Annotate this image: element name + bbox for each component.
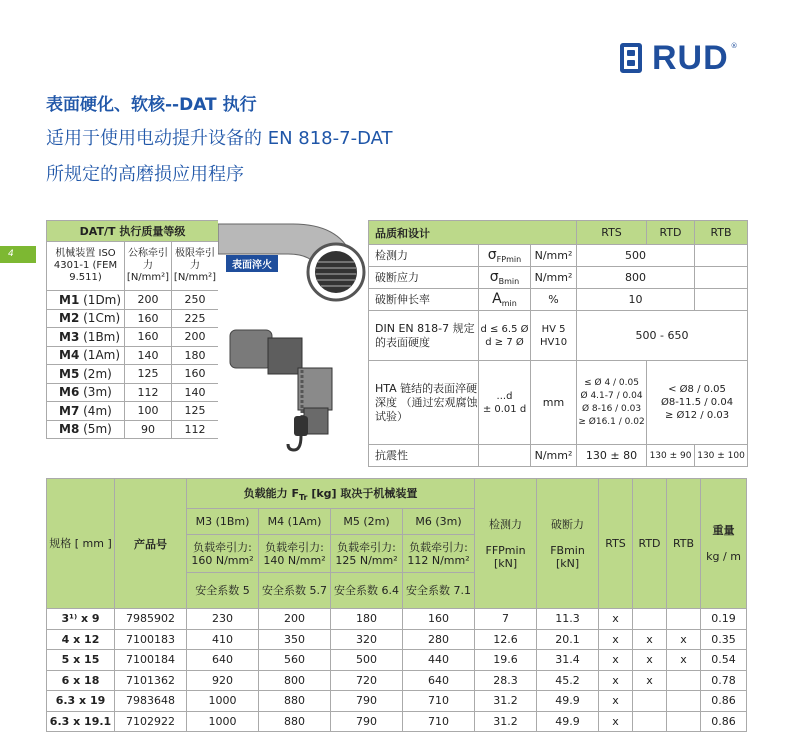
table-row <box>47 691 747 712</box>
quality-label: 抗震性 <box>369 445 479 467</box>
hoist-body <box>298 368 332 410</box>
spec-cell-w: 0.19 <box>701 609 747 630</box>
spec-cell-m3: 230 <box>187 609 259 630</box>
spec-header-load: 负载能力 $F_{Tr}$ [kg] 取决于机械装置 <box>187 479 475 509</box>
spec-cell-m4: 350 <box>259 629 331 650</box>
grade-limit: 250 <box>172 291 219 310</box>
grade-nominal: 160 <box>125 328 172 347</box>
spec-cell-m4: 880 <box>259 711 331 732</box>
grade-nominal: 160 <box>125 309 172 328</box>
grade-limit: 180 <box>172 346 219 365</box>
spec-pull: 负载牵引力: 125 N/mm² <box>331 535 403 573</box>
grade-row <box>47 291 219 310</box>
spec-cell-m6: 640 <box>403 670 475 691</box>
quality-label: HTA 链结的表面淬硬深度 （通过宏观腐蚀试验） <box>369 361 479 445</box>
quality-symbol: A <box>492 290 502 307</box>
grade-fem: (5m) <box>83 422 112 437</box>
quality-unit: N/mm² <box>531 445 577 467</box>
shock-rtd: 130 ± 90 <box>647 445 695 467</box>
quality-unit: N/mm² <box>531 245 577 267</box>
hook <box>288 436 301 450</box>
spec-safety: 安全系数 7.1 <box>403 573 475 609</box>
spec-header-size: 规格 [ mm ] <box>47 479 115 609</box>
quality-row-hardness <box>369 311 748 361</box>
quality-unit: HV 5 <box>541 323 566 335</box>
spec-cell-m4: 560 <box>259 650 331 671</box>
spec-cell-test: 7 <box>475 609 537 630</box>
quality-header-rtd: RTD <box>647 221 695 245</box>
spec-mech: M5 (2m) <box>331 509 403 535</box>
spec-cell-rtd <box>633 691 667 712</box>
spec-header-rts: RTS <box>599 479 633 609</box>
spec-cell-m3: 920 <box>187 670 259 691</box>
spec-safety: 安全系数 6.4 <box>331 573 403 609</box>
spec-header-weight-label: 重量 <box>712 524 735 537</box>
quality-symbol: σ <box>487 246 497 263</box>
grade-row <box>47 383 219 402</box>
spec-cell-part: 7102922 <box>115 711 187 732</box>
spec-cell-size: 3¹⁾ x 9 <box>47 609 115 630</box>
spec-cell-m5: 790 <box>331 711 403 732</box>
grade-m: M5 <box>59 366 80 381</box>
table-row <box>47 629 747 650</box>
quality-symbol-sub: min <box>501 299 517 309</box>
quality-unit: N/mm² <box>531 267 577 289</box>
quality-cond: d ≥ 7 Ø <box>485 336 524 348</box>
spec-cell-brk: 45.2 <box>537 670 599 691</box>
grade-header-mech: 机械装置 ISO 4301-1 (FEM 9.511) <box>47 242 125 291</box>
spec-cell-rts: x <box>599 650 633 671</box>
depth-rts-line: ≥ Ø16.1 / 0.02 <box>578 416 645 427</box>
spec-cell-m3: 1000 <box>187 711 259 732</box>
spec-cell-m6: 280 <box>403 629 475 650</box>
spec-header-rtb: RTB <box>667 479 701 609</box>
spec-cell-rts: x <box>599 691 633 712</box>
quality-cond: ± 0.01 d <box>482 403 527 415</box>
logo-text: RUD <box>652 39 729 77</box>
quality-symbol-sub: Bmin <box>498 277 520 287</box>
spec-cell-w: 0.54 <box>701 650 747 671</box>
hoist-chain-illustration <box>218 220 368 468</box>
hoist-motor <box>230 330 272 368</box>
rud-logo <box>620 40 738 76</box>
spec-cell-rts: x <box>599 670 633 691</box>
quality-label: 破断应力 <box>369 267 479 289</box>
grade-nominal: 90 <box>125 420 172 439</box>
grade-m: M7 <box>59 403 80 418</box>
spec-cell-m4: 800 <box>259 670 331 691</box>
grade-limit: 160 <box>172 365 219 384</box>
depth-rtd-line: Ø8-11.5 / 0.04 <box>660 397 734 408</box>
grade-nominal: 112 <box>125 383 172 402</box>
page-number-tab: 4 <box>0 246 36 263</box>
spec-cell-brk: 49.9 <box>537 711 599 732</box>
grade-limit: 140 <box>172 383 219 402</box>
spec-cell-test: 12.6 <box>475 629 537 650</box>
spec-cell-size: 6.3 x 19 <box>47 691 115 712</box>
spec-cell-w: 0.35 <box>701 629 747 650</box>
spec-cell-part: 7100183 <box>115 629 187 650</box>
spec-cell-m4: 880 <box>259 691 331 712</box>
spec-cell-m5: 180 <box>331 609 403 630</box>
quality-value: 10 <box>577 289 695 311</box>
quality-row-shock <box>369 445 748 467</box>
depth-rtd-line: < Ø8 / 0.05 <box>668 384 726 395</box>
quality-header-rts: RTS <box>577 221 647 245</box>
spec-mech: M6 (3m) <box>403 509 475 535</box>
depth-rts-line: Ø 4.1-7 / 0.04 <box>580 390 643 401</box>
logo-registered: ® <box>730 42 738 50</box>
spec-cell-rtd <box>633 609 667 630</box>
grade-limit: 225 <box>172 309 219 328</box>
spec-header-test-sym: FFPmin [kN] <box>485 543 526 570</box>
spec-cell-m6: 160 <box>403 609 475 630</box>
quality-label: DIN EN 818-7 规定的表面硬度 <box>369 311 479 361</box>
grade-row <box>47 309 219 328</box>
page-subtitle-line-2: 所规定的高磨损应用程序 <box>46 164 244 185</box>
spec-cell-size: 6 x 18 <box>47 670 115 691</box>
spec-header-break <box>537 479 599 609</box>
spec-cell-rtd: x <box>633 629 667 650</box>
spec-cell-w: 0.86 <box>701 711 747 732</box>
spec-cell-part: 7101362 <box>115 670 187 691</box>
grade-limit: 112 <box>172 420 219 439</box>
grade-row <box>47 420 219 439</box>
spec-header-test-label: 检测力 <box>489 517 523 531</box>
spec-cell-m5: 320 <box>331 629 403 650</box>
grade-header-nominal: 公称牵引力 [N/mm²] <box>125 242 172 291</box>
grade-m: M6 <box>59 385 80 400</box>
hook-block <box>294 416 308 436</box>
spec-cell-rtb: x <box>667 650 701 671</box>
grade-fem: (4m) <box>83 403 112 418</box>
grade-row <box>47 402 219 421</box>
rud-logo-mark-icon <box>620 43 642 73</box>
quality-value: 500 <box>577 245 695 267</box>
spec-cell-rts: x <box>599 609 633 630</box>
grade-m: M2 <box>59 311 80 326</box>
spec-header-break-sym: FBmin [kN] <box>550 543 585 570</box>
spec-safety: 安全系数 5 <box>187 573 259 609</box>
spec-cell-rtd: x <box>633 670 667 691</box>
spec-cell-m5: 720 <box>331 670 403 691</box>
spec-cell-part: 7100184 <box>115 650 187 671</box>
spec-cell-m6: 440 <box>403 650 475 671</box>
spec-cell-test: 19.6 <box>475 650 537 671</box>
spec-header-break-label: 破断力 <box>551 517 585 531</box>
spec-cell-size: 5 x 15 <box>47 650 115 671</box>
table-row <box>47 711 747 732</box>
spec-cell-test: 28.3 <box>475 670 537 691</box>
quality-cond: d ≤ 6.5 Ø <box>480 323 529 335</box>
quality-row-test-force <box>369 245 748 267</box>
depth-rts-line: Ø 8-16 / 0.03 <box>581 403 642 414</box>
spec-header-part: 产品号 <box>115 479 187 609</box>
grade-nominal: 200 <box>125 291 172 310</box>
depth-rts-line: ≤ Ø 4 / 0.05 <box>584 377 639 388</box>
spec-cell-m6: 710 <box>403 691 475 712</box>
quality-unit: % <box>531 289 577 311</box>
grade-fem: (1Cm) <box>83 311 121 326</box>
spec-mech: M4 (1Am) <box>259 509 331 535</box>
spec-header-test <box>475 479 537 609</box>
spec-safety: 安全系数 5.7 <box>259 573 331 609</box>
spec-cell-rts: x <box>599 711 633 732</box>
spec-cell-rtb <box>667 609 701 630</box>
chain-core <box>315 251 357 293</box>
photo-label: 表面淬火 <box>226 255 278 272</box>
spec-cell-rtb <box>667 691 701 712</box>
quality-row-depth <box>369 361 748 445</box>
quality-unit: HV10 <box>539 336 568 348</box>
grade-row <box>47 346 219 365</box>
quality-header: 品质和设计 <box>369 221 577 245</box>
page-title: 表面硬化、软核--DAT 执行 <box>46 95 257 115</box>
spec-cell-brk: 49.9 <box>537 691 599 712</box>
grade-fem: (3m) <box>83 385 112 400</box>
spec-pull: 负载牵引力: 160 N/mm² <box>187 535 259 573</box>
spec-cell-w: 0.78 <box>701 670 747 691</box>
spec-cell-test: 31.2 <box>475 691 537 712</box>
quality-value: 800 <box>577 267 695 289</box>
grade-m: M8 <box>59 422 80 437</box>
spec-cell-test: 31.2 <box>475 711 537 732</box>
spec-header-rtd: RTD <box>633 479 667 609</box>
spec-cell-rtb <box>667 711 701 732</box>
grade-m: M1 <box>59 292 80 307</box>
spec-cell-m5: 790 <box>331 691 403 712</box>
spec-pull: 负载牵引力: 112 N/mm² <box>403 535 475 573</box>
table-row <box>47 609 747 630</box>
spec-cell-part: 7985902 <box>115 609 187 630</box>
spec-cell-m4: 200 <box>259 609 331 630</box>
grade-table <box>46 220 219 439</box>
grade-m: M3 <box>59 329 80 344</box>
spec-cell-rtb: x <box>667 629 701 650</box>
grade-row <box>47 328 219 347</box>
spec-mech: M3 (1Bm) <box>187 509 259 535</box>
quality-header-rtb: RTB <box>695 221 748 245</box>
hoist-gearbox <box>268 338 302 374</box>
spec-cell-rtb <box>667 670 701 691</box>
spec-header-weight <box>701 479 747 609</box>
page-subtitle-line-1: 适用于使用电动提升设备的 EN 818-7-DAT <box>46 128 393 149</box>
grade-table-title: DAT/T 执行质量等级 <box>47 221 219 242</box>
spec-cell-m6: 710 <box>403 711 475 732</box>
quality-table <box>368 220 748 467</box>
grade-row <box>47 365 219 384</box>
spec-header-weight-unit: kg / m <box>706 550 741 563</box>
quality-label: 破断伸长率 <box>369 289 479 311</box>
spec-cell-brk: 31.4 <box>537 650 599 671</box>
spec-cell-size: 6.3 x 19.1 <box>47 711 115 732</box>
quality-cond: ...d <box>496 390 513 402</box>
quality-symbol-sub: FPmin <box>496 255 522 265</box>
shock-rtb: 130 ± 100 <box>695 445 748 467</box>
quality-label: 检测力 <box>369 245 479 267</box>
spec-cell-brk: 20.1 <box>537 629 599 650</box>
grade-limit: 125 <box>172 402 219 421</box>
spec-cell-size: 4 x 12 <box>47 629 115 650</box>
spec-cell-m3: 410 <box>187 629 259 650</box>
shock-rts: 130 ± 80 <box>577 445 647 467</box>
quality-unit: mm <box>531 361 577 445</box>
spec-table <box>46 478 747 732</box>
grade-limit: 200 <box>172 328 219 347</box>
spec-cell-m5: 500 <box>331 650 403 671</box>
quality-symbol: σ <box>489 268 499 285</box>
quality-row-elongation <box>369 289 748 311</box>
spec-cell-brk: 11.3 <box>537 609 599 630</box>
spec-cell-rtd: x <box>633 650 667 671</box>
quality-value: 500 - 650 <box>577 311 748 361</box>
table-row <box>47 650 747 671</box>
grade-fem: (1Bm) <box>83 329 121 344</box>
grade-nominal: 140 <box>125 346 172 365</box>
spec-cell-rtd <box>633 711 667 732</box>
grade-fem: (1Am) <box>83 348 121 363</box>
depth-rtd-line: ≥ Ø12 / 0.03 <box>664 410 730 421</box>
grade-fem: (1Dm) <box>83 292 122 307</box>
spec-cell-part: 7983648 <box>115 691 187 712</box>
spec-cell-m3: 1000 <box>187 691 259 712</box>
spec-pull: 负载牵引力: 140 N/mm² <box>259 535 331 573</box>
grade-nominal: 100 <box>125 402 172 421</box>
grade-m: M4 <box>59 348 80 363</box>
quality-row-break-stress <box>369 267 748 289</box>
grade-header-limit: 极限牵引力 [N/mm²] <box>172 242 219 291</box>
grade-nominal: 125 <box>125 365 172 384</box>
spec-cell-m3: 640 <box>187 650 259 671</box>
spec-cell-rts: x <box>599 629 633 650</box>
table-row <box>47 670 747 691</box>
spec-cell-w: 0.86 <box>701 691 747 712</box>
grade-fem: (2m) <box>83 366 112 381</box>
